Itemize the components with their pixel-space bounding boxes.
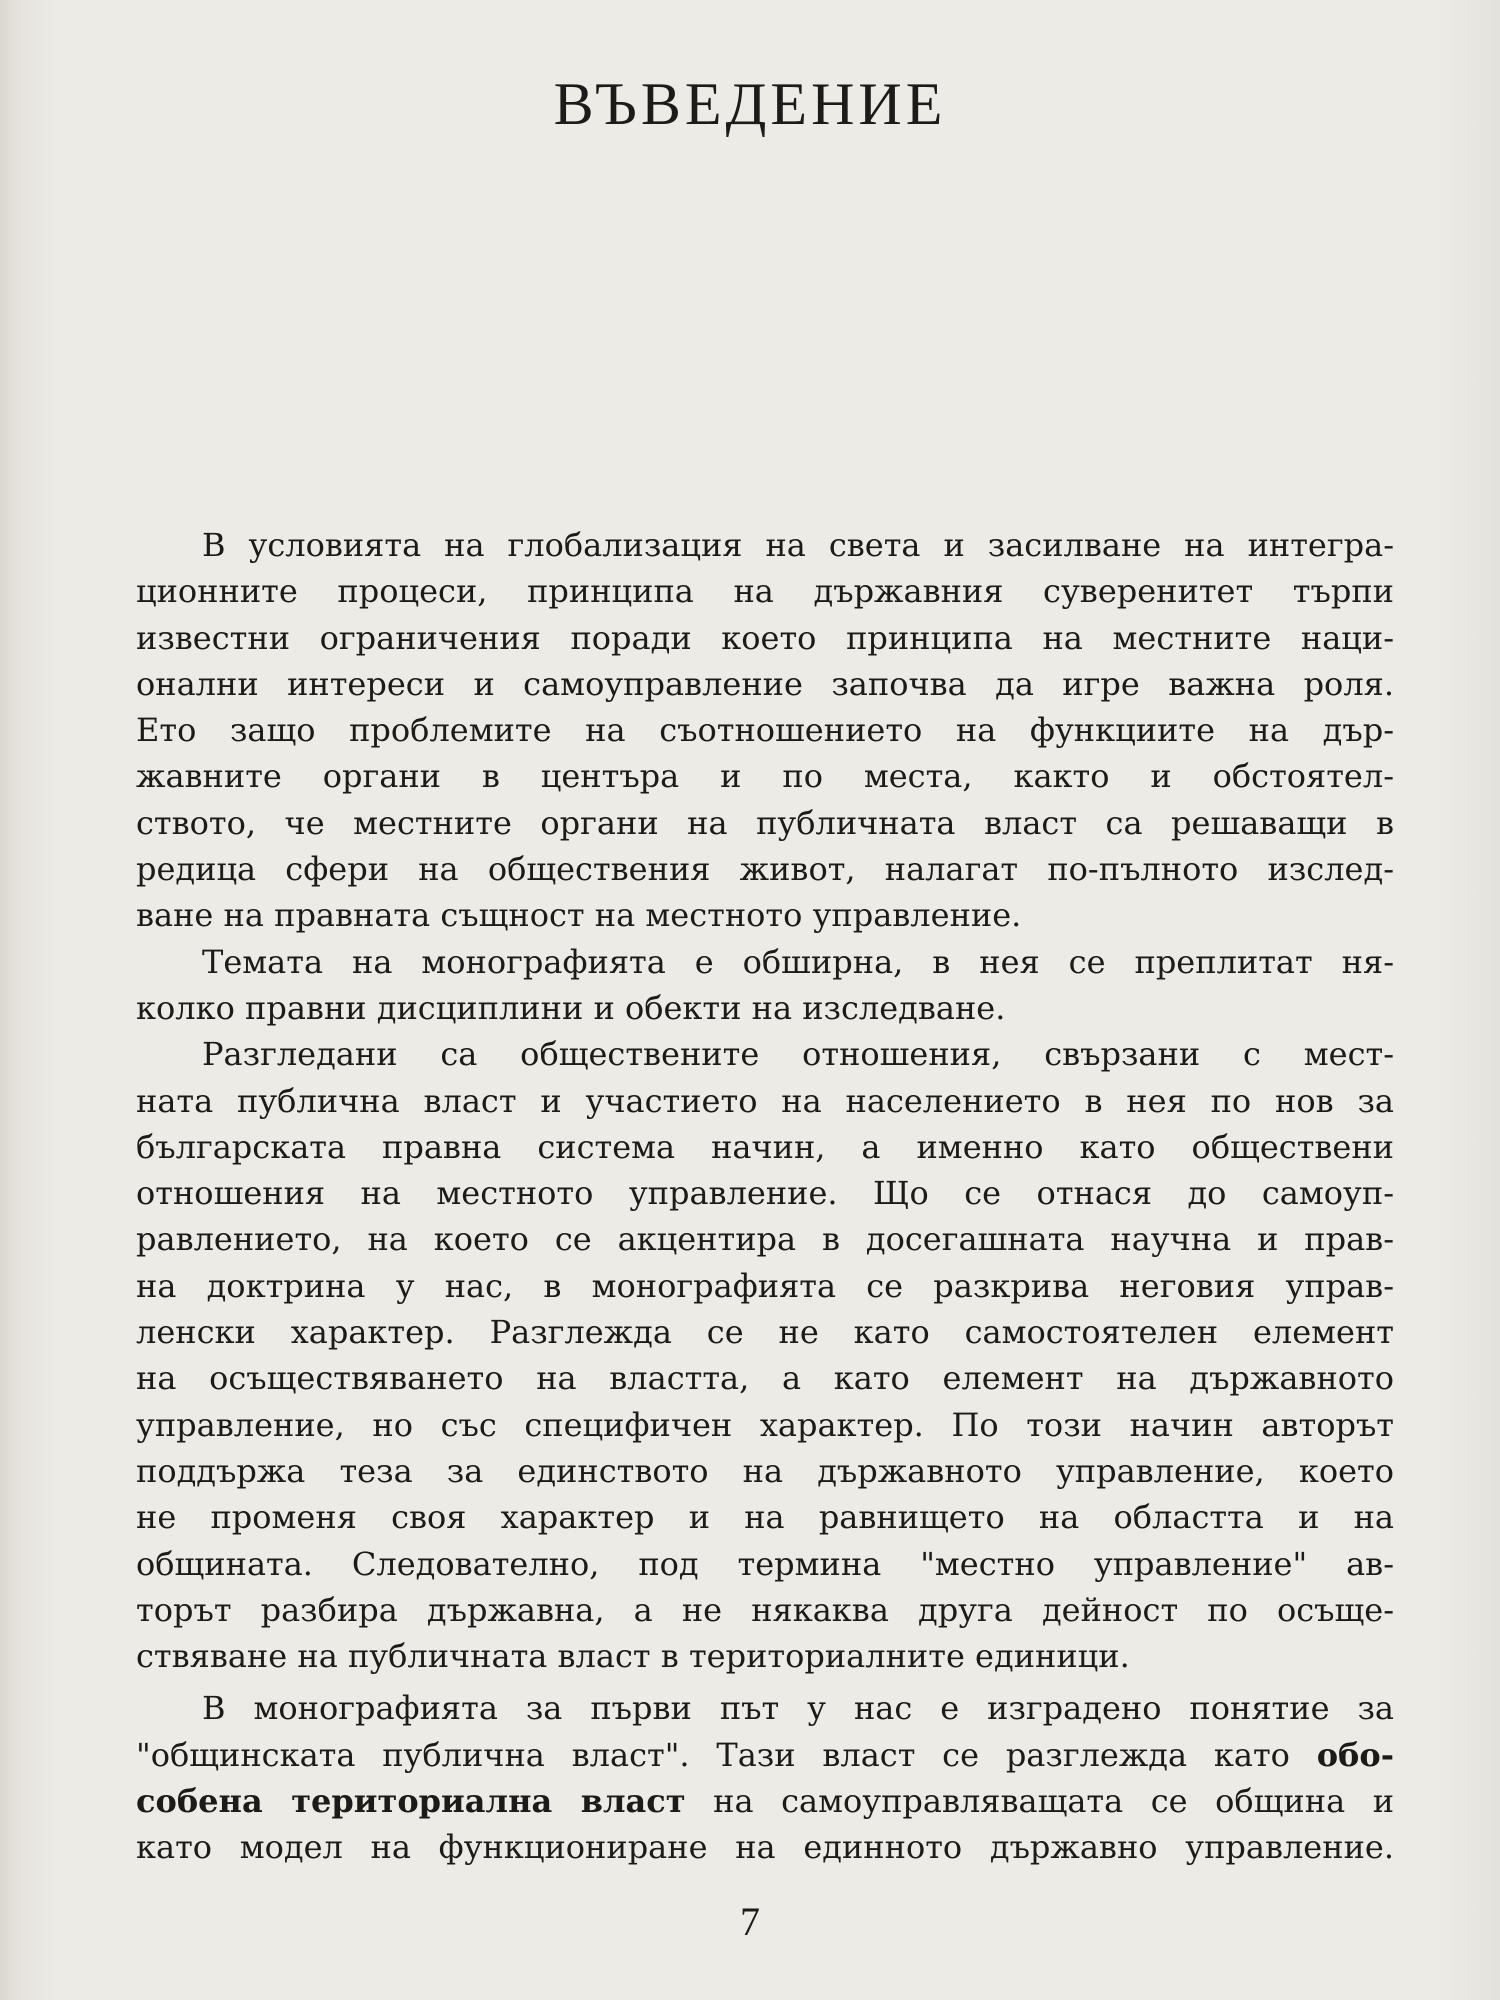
text-line: ствяване на публичната власт в териториалните единици. (136, 1637, 1130, 1676)
bold-text-segment: собена териториална власт (136, 1782, 686, 1821)
text-line: като модел на функциониране на единното държавно управление. (136, 1828, 1394, 1867)
paragraph-2 (136, 939, 1394, 1032)
paragraph-1 (136, 522, 1394, 939)
body-text (136, 522, 1394, 1871)
text-line: ната публична власт и участието на населението в нея по нов за (136, 1081, 1394, 1120)
text-line: онални интереси и самоуправление започва да игре важна роля. (136, 664, 1394, 703)
text-line: не променя своя характер и на равнището на областта и на (136, 1498, 1394, 1537)
text-line: ленски характер. Разглежда се не като самостоятелен елемент (136, 1313, 1394, 1352)
text-line: колко правни дисциплини и обекти на изследване. (136, 988, 1006, 1027)
text-line: управление, но със специфичен характер. По този начин авторът (136, 1405, 1394, 1444)
text-line: В условията на глобализация на света и засилване на интегра- (202, 526, 1394, 564)
text-line: равлението, на което се акцентира в досегашната научна и прав- (136, 1220, 1394, 1259)
text-line: торът разбира държавна, а не някаква друга дейност по осъще- (136, 1590, 1394, 1629)
paragraph-3 (136, 1031, 1394, 1679)
text-line: жавните органи в центъра и по места, както и обстоятел- (136, 757, 1394, 796)
text-line (136, 1778, 1394, 1824)
page-title: ВЪВЕДЕНИЕ (553, 71, 947, 137)
bold-text-segment: обо- (1316, 1735, 1394, 1774)
text-line: ството, че местните органи на публичната власт са решаващи в (136, 803, 1394, 842)
text-line: на доктрина у нас, в монографията се разкрива неговия управ- (136, 1266, 1394, 1305)
paragraph-4 (136, 1685, 1394, 1870)
text-line: общината. Следователно, под термина "местно управление" ав- (136, 1544, 1394, 1583)
text-line: редица сфери на обществения живот, налагат по-пълното изслед- (136, 850, 1394, 889)
text-line: В монографията за първи път у нас е изградено понятие за (202, 1689, 1394, 1728)
text-line: отношения на местното управление. Що се отнася до самоуп- (136, 1174, 1394, 1213)
text-line (136, 1732, 1394, 1778)
text-line: Разгледани са обществените отношения, свързани с мест- (202, 1035, 1394, 1074)
text-line: Ето защо проблемите на съотношението на функциите на дър- (136, 711, 1394, 750)
text-segment: "общинската публична власт". Тази власт се разглежда като (136, 1735, 1290, 1774)
text-line: поддържа теза за единството на държавното управление, което (136, 1451, 1394, 1490)
text-line: българската правна система начин, а именно като обществени (136, 1127, 1394, 1166)
page-number: 7 (740, 1899, 760, 1944)
text-line: известни ограничения поради което принципа на местните наци- (136, 618, 1394, 657)
text-line: на осъществяването на властта, а като елемент на държавното (136, 1359, 1394, 1398)
text-line: ционните процеси, принципа на държавния суверенитет търпи (136, 572, 1394, 611)
text-line: Темата на монографията е обширна, в нея се преплитат ня- (202, 942, 1394, 981)
text-segment: на самоуправляващата се община и (713, 1782, 1395, 1821)
text-line: ване на правната същност на местното управление. (136, 896, 1022, 935)
